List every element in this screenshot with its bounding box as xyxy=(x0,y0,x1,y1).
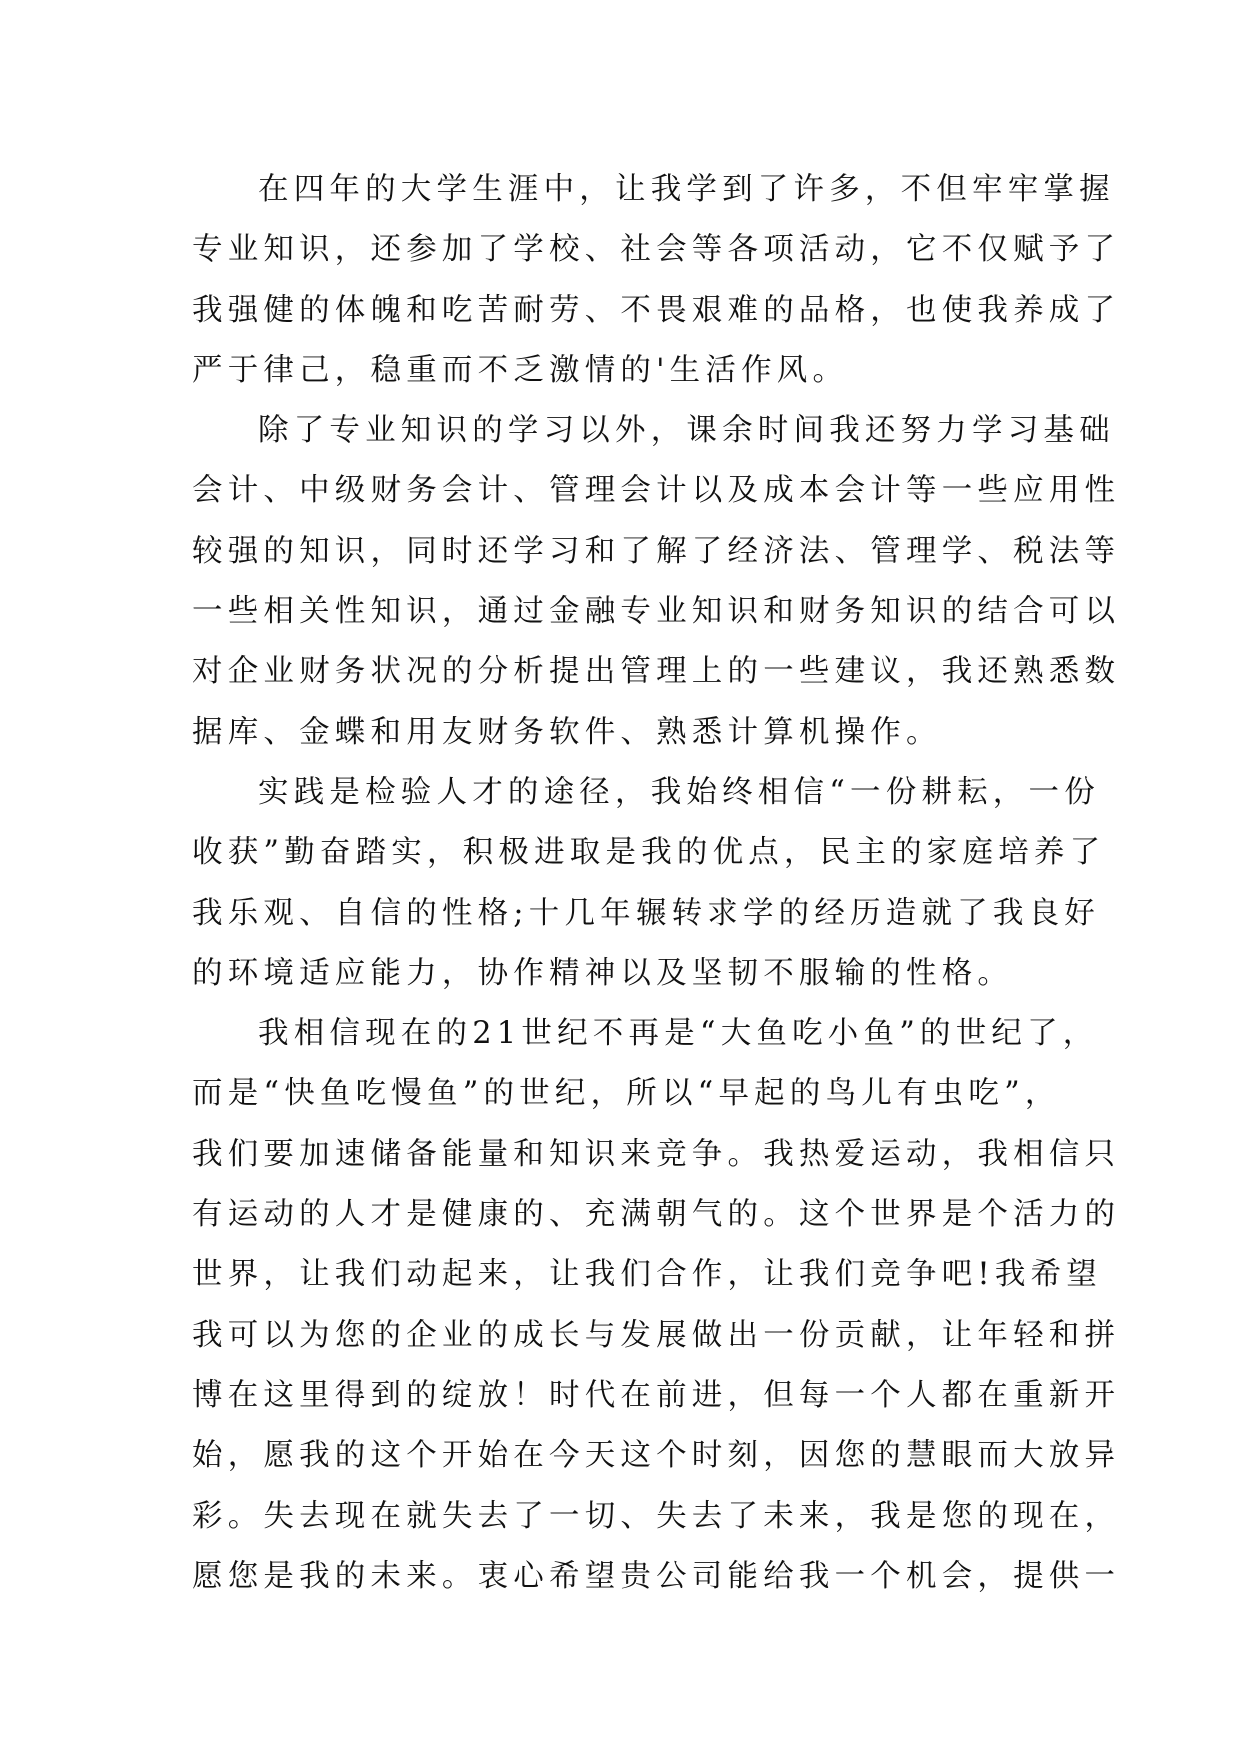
text-line: 专业知识，还参加了学校、社会等各项活动，它不仅赋予了 xyxy=(192,232,1121,268)
text-line: 收获”勤奋踏实，积极进取是我的优点，民主的家庭培养了 xyxy=(192,835,1106,871)
text-line: 有运动的人才是健康的、充满朝气的。这个世界是个活力的 xyxy=(192,1197,1121,1233)
paragraph-first-line: 我相信现在的21世纪不再是“大鱼吃小鱼”的世纪了， xyxy=(258,1016,1099,1052)
text-line: 我们要加速储备能量和知识来竞争。我热爱运动，我相信只 xyxy=(192,1136,1121,1172)
text-line: 博在这里得到的绽放！时代在前进，但每一个人都在重新开 xyxy=(192,1377,1121,1413)
document-body xyxy=(192,160,1121,1607)
text-line: 对企业财务状况的分析提出管理上的一些建议，我还熟悉数 xyxy=(192,654,1121,690)
text-line: 愿您是我的未来。衷心希望贵公司能给我一个机会，提供一 xyxy=(192,1558,1121,1594)
text-line: 彩。失去现在就失去了一切、失去了未来，我是您的现在， xyxy=(192,1498,1121,1534)
paragraph-first-line: 在四年的大学生涯中，让我学到了许多，不但牢牢掌握 xyxy=(258,172,1115,207)
text-line: 我乐观、自信的性格;十几年辗转求学的经历造就了我良好 xyxy=(192,895,1100,931)
text-line: 严于律己，稳重而不乏激情的'生活作风。 xyxy=(192,352,849,388)
text-line: 我可以为您的企业的成长与发展做出一份贡献，让年轻和拼 xyxy=(192,1317,1121,1353)
text-line: 较强的知识，同时还学习和了解了经济法、管理学、税法等 xyxy=(192,533,1121,569)
text-line: 据库、金蝶和用友财务软件、熟悉计算机操作。 xyxy=(192,714,942,750)
text-line: 的环境适应能力，协作精神以及坚韧不服输的性格。 xyxy=(192,955,1014,991)
text-line: 而是“快鱼吃慢鱼”的世纪，所以“早起的鸟儿有虫吃”， xyxy=(192,1076,1061,1112)
paragraph-first-line: 实践是检验人才的途径，我始终相信“一份耕耘，一份 xyxy=(258,774,1100,810)
paragraph-first-line: 除了专业知识的学习以外，课余时间我还努力学习基础 xyxy=(258,413,1115,449)
text-line: 一些相关性知识，通过金融专业知识和财务知识的结合可以 xyxy=(192,594,1121,630)
text-line: 始，愿我的这个开始在今天这个时刻，因您的慧眼而大放异 xyxy=(192,1438,1121,1474)
text-line: 会计、中级财务会计、管理会计以及成本会计等一些应用性 xyxy=(192,473,1121,509)
text-line: 世界，让我们动起来，让我们合作，让我们竞争吧!我希望 xyxy=(192,1257,1102,1293)
text-line: 我强健的体魄和吃苦耐劳、不畏艰难的品格，也使我养成了 xyxy=(192,292,1121,328)
